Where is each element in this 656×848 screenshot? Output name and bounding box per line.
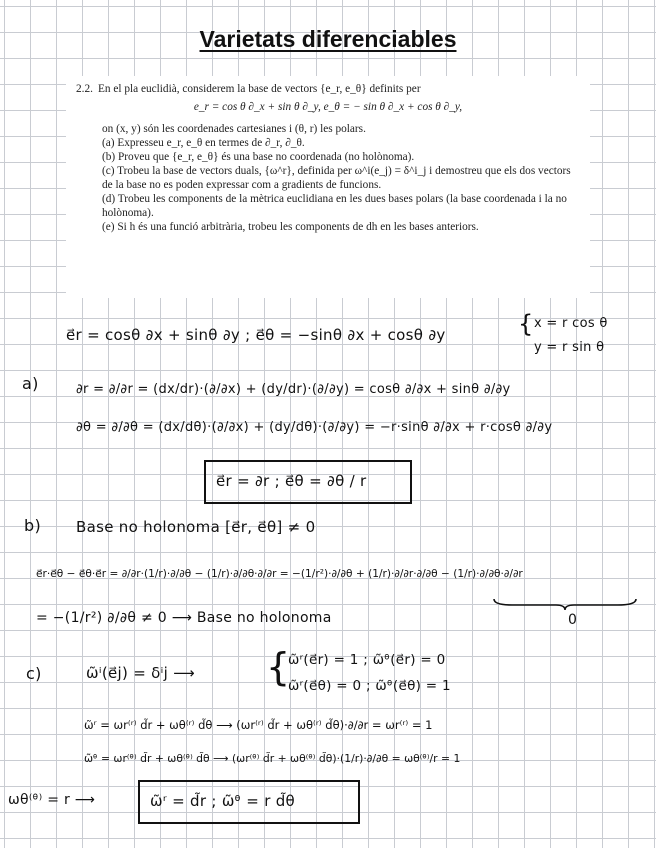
a-line-2: ∂θ = ∂/∂θ = (dx/dθ)·(∂/∂x) + (dy/dθ)·(∂/∂y) = −r·sinθ ∂/∂x + r·cosθ ∂/∂y	[76, 420, 553, 435]
label-c: c)	[26, 664, 42, 683]
system-top: x = r cos θ	[534, 316, 608, 331]
problem-item-e: (e) Si h és una funció arbitrària, trobeu les components de dh en les bases anteriors.	[102, 221, 479, 233]
c-result: ω̃ʳ = d̃r ; ω̃ᶿ = r d̃θ	[150, 792, 296, 810]
problem-intro-text: En el pla euclidià, considerem la base de vectors {e_r, e_θ} definits per	[98, 83, 421, 95]
b-line-1: Base no holonoma [e⃗r, e⃗θ] ≠ 0	[76, 518, 316, 536]
c-line-4: ωθ⁽ᶿ⁾ = r ⟶	[8, 792, 96, 808]
a-result: e⃗r = ∂r ; e⃗θ = ∂θ / r	[216, 472, 367, 490]
problem-equation: e_r = cos θ ∂_x + sin θ ∂_y, e_θ = − sin θ ∂_x + cos θ ∂_y,	[193, 101, 463, 113]
problem-coords: on (x, y) són les coordenades cartesianes i (θ, r) les polars.	[102, 123, 366, 135]
brace-underline	[492, 597, 638, 611]
system-brace: {	[518, 310, 534, 338]
page-title: Varietats diferenciables	[199, 26, 457, 52]
basis-definition: e⃗r = cosθ ∂x + sinθ ∂y ; e⃗θ = −sinθ ∂x + cosθ ∂y	[66, 326, 446, 344]
c-line-1: ω̃ⁱ(e⃗j) = δⁱj ⟶	[86, 664, 195, 682]
b-zero: 0	[568, 612, 578, 628]
c-system-bottom: ω̃ʳ(e⃗θ) = 0 ; ω̃ᶿ(e⃗θ) = 1	[288, 678, 451, 694]
label-b: b)	[24, 516, 41, 535]
problem-intro	[76, 82, 580, 96]
problem-item-b: (b) Proveu que {e_r, e_θ} és una base no coordenada (no holònoma).	[102, 151, 415, 163]
problem-item-d: (d) Trobeu les components de la mètrica euclidiana en les dues bases polars (la base coordenada i la no holònoma).	[102, 193, 567, 219]
c-system-top: ω̃ʳ(e⃗r) = 1 ; ω̃ᶿ(e⃗r) = 0	[288, 652, 446, 668]
problem-statement	[66, 76, 590, 298]
system-bottom: y = r sin θ	[534, 340, 605, 355]
label-a: a)	[22, 374, 39, 393]
c-line-2: ω̃ʳ = ωr⁽ʳ⁾ d̃r + ωθ⁽ʳ⁾ d̃θ ⟶ (ωr⁽ʳ⁾ d̃r + ωθ⁽ʳ⁾ d̃θ)·∂/∂r = ωr⁽ʳ⁾ = 1	[84, 718, 433, 732]
c-line-3: ω̃ᶿ = ωr⁽ᶿ⁾ d̃r + ωθ⁽ᶿ⁾ d̃θ ⟶ (ωr⁽ᶿ⁾ d̃r + ωθ⁽ᶿ⁾ d̃θ)·(1/r)·∂/∂θ = ωθ⁽ᶿ⁾/r = 1	[84, 752, 461, 765]
problem-item-c: (c) Trobeu la base de vectors duals, {ω^r}, definida per ω^i(e_j) = δ^i_j i demostreu que els dos vectors de la base no es poden expressar com a gradients de funcions.	[102, 165, 571, 191]
problem-number: 2.2.	[76, 83, 93, 95]
b-line-2: e⃗r·e⃗θ − e⃗θ·e⃗r = ∂/∂r·(1/r)·∂/∂θ − (1/r)·∂/∂θ·∂/∂r = −(1/r²)·∂/∂θ + (1/r)·∂/∂r·∂/∂θ − (1/r)·∂/∂θ·∂/∂r	[36, 568, 523, 580]
problem-item-a: (a) Expresseu e_r, e_θ en termes de ∂_r, ∂_θ.	[102, 137, 305, 149]
c-system-brace: {	[266, 645, 291, 689]
a-line-1: ∂r = ∂/∂r = (dx/dr)·(∂/∂x) + (dy/dr)·(∂/∂y) = cosθ ∂/∂x + sinθ ∂/∂y	[76, 382, 511, 397]
b-line-3: = −(1/r²) ∂/∂θ ≠ 0 ⟶ Base no holonoma	[36, 610, 332, 626]
